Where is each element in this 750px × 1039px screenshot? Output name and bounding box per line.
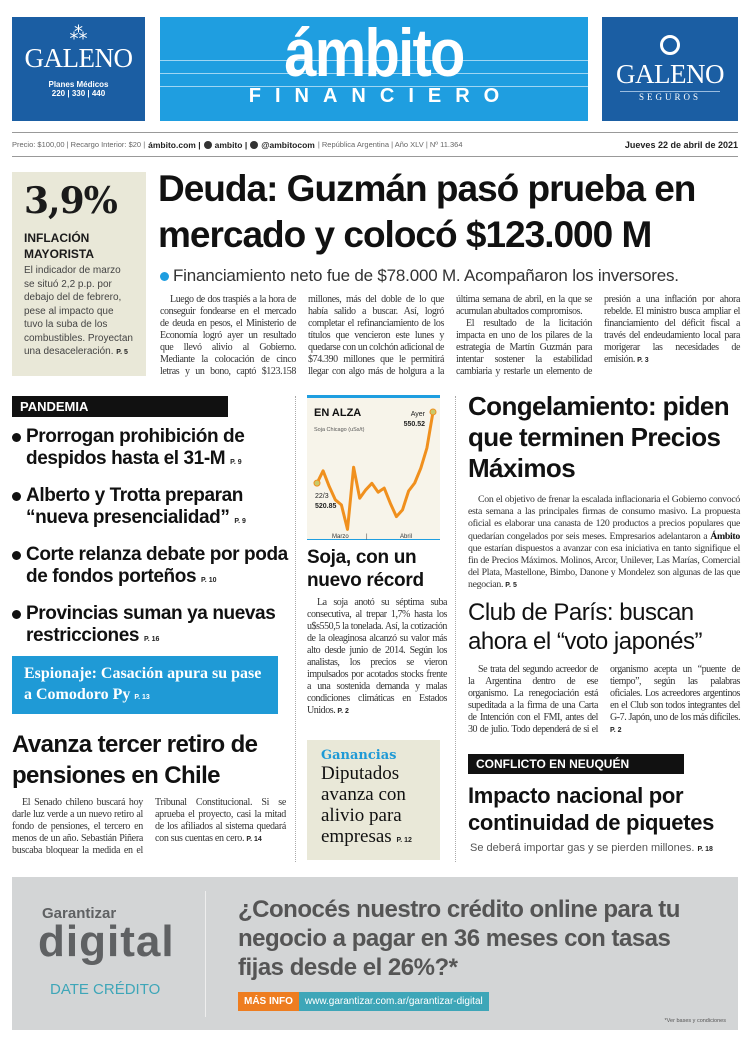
galeno-seguros-sub: SEGUROS [620, 91, 720, 102]
paris-body: Se trata del segundo acreedor de la Argentina dentro de ese organismo. La renegociación está supeditada a la firma de una Carta de Intención con el FMI, antes del 30 de julio. Todo dependerá de si el organismo acepta un “puente de tiempo”, según las palabras oficiales. Los acreedores argentinos en el Club son todos integrantes del G-7. Japón, uno de los más difíciles. P. 2 [468, 664, 740, 735]
chart-x-label: Marzo [332, 534, 349, 540]
ganancias-kicker: Ganancias [321, 748, 397, 763]
column-divider [295, 396, 296, 862]
meta-bar [12, 132, 738, 157]
facebook-icon [204, 141, 212, 149]
lead-headline[interactable]: Deuda: Guzmán pasó prueba en mercado y colocó $123.000 M [158, 168, 696, 255]
neuquen-label: CONFLICTO EN NEUQUÉN [468, 754, 684, 774]
chart-svg [307, 398, 440, 540]
pandemia-item[interactable]: Prorrogan prohibición de despidos hasta el 31-M P. 9 [12, 426, 292, 474]
paris-headline[interactable]: Club de París: buscan ahora el “voto japonés” [468, 599, 702, 655]
chart-end-label: Ayer [410, 411, 425, 418]
galeno-seguros-icon [660, 35, 680, 55]
column-divider [455, 396, 456, 862]
pandemia-list [12, 426, 292, 651]
chart-start-value: 520.85 [315, 503, 337, 510]
facebook-handle[interactable]: ambito | [214, 139, 248, 150]
instagram-handle[interactable]: @ambitocom [261, 139, 315, 150]
pandemia-item[interactable]: Alberto y Trotta preparan “nueva presencialidad” P. 9 [12, 485, 292, 533]
masthead-subtitle: FINANCIERO [248, 85, 514, 107]
ganancias-box[interactable] [307, 740, 440, 860]
chart-title: EN ALZA [314, 407, 362, 419]
inflation-title: INFLACIÓN MAYORISTA [24, 231, 95, 261]
ad-headline: ¿Conocés nuestro crédito online para tu negocio a pagar en 36 meses con tasas fijas desde el 26%?* [238, 896, 680, 981]
galeno-seguros-brand: GALENO [616, 59, 724, 89]
ganancias-headline: Diputados avanza con alivio para empresas P. 12 [321, 763, 412, 847]
chart-x-label: | [366, 534, 368, 540]
ad-tagline: DATE CRÉDITO [50, 981, 161, 998]
pandemia-item[interactable]: Provincias suman ya nuevas restricciones P. 16 [12, 603, 292, 651]
ad-fine-print: *Ver bases y condiciones [664, 1018, 726, 1024]
inflation-box[interactable] [12, 172, 146, 376]
chart-subtitle: Soja Chicago (uSs/t) [314, 427, 365, 433]
pandemia-item[interactable]: Corte relanza debate por poda de fondos porteños P. 10 [12, 544, 292, 592]
instagram-icon [250, 141, 258, 149]
lead-body: Luego de dos traspiés a la hora de conseguir fondearse en el mercado de deuda en pesos, el Ministerio de Economía logró ayer un resultado que llevó alivio al Gobierno. Mediante la colocación de cinco letras y un bono, captó $123.158 millones, más del doble de lo que había salido a buscar. Así, logró completar el refinanciamiento de los títulos que vencieron este lunes y quedarse con un colchón adicional de $74.390 millones que le permitirá llegar con algo más de holgura a la última semana de abril, en la que se acumulan abultados compromisos. El resultado de la licitación impacta en uno de los pilares de la estrategia de Martín Guzmán para intentar sostener la estabilidad cambiaria y restarle un elemento de presión a una inflación por ahora rebelde. El ministro busca ampliar el financiamiento del déficit fiscal a través del endeudamiento local para morigerar las necesidades de emisión. P. 3 [160, 294, 740, 377]
ad-brand-top: Garantizar [42, 905, 117, 922]
chart-end-value: 550.52 [403, 421, 425, 428]
edition-info: | República Argentina | Año XLV | Nº 11.364 [317, 140, 463, 149]
date: Jueves 22 de abril de 2021 [624, 139, 738, 150]
chart-endpoint [314, 480, 320, 486]
ad-divider [205, 891, 206, 1017]
ad-url-link[interactable]: www.garantizar.com.ar/garantizar-digital [299, 992, 489, 1011]
espionaje-box[interactable]: Espionaje: Casación apura su pase a Comodoro Py P. 13 [12, 656, 278, 714]
soja-body: La soja anotó su séptima suba consecutiva, al trepar 1,7% hasta los u$s550,5 la tonelada. Así, la cotización de la oleaginosa alcanzó su valor más alto desde junio de 2014. Según los analistas, los precios se vieron impulsados por acotados stocks frente a una sostenida demanda y malas condiciones climáticas en Estados Unidos. P. 2 [307, 597, 447, 716]
bullet-icon [160, 272, 169, 281]
galeno-ad-left[interactable] [12, 17, 145, 121]
neuquen-sub: Se deberá importar gas y se pierden millones. P. 18 [470, 842, 713, 854]
chart-start-label: 22/3 [315, 493, 329, 500]
lead-subhead: Financiamiento neto fue de $78.000 M. Acompañaron los inversores. [160, 266, 745, 286]
ad-brand-main: digital [38, 917, 175, 966]
masthead [160, 17, 588, 121]
inflation-value: 3,9% [24, 180, 117, 222]
neuquen-headline[interactable]: Impacto nacional por continuidad de piquetes [468, 783, 715, 835]
galeno-ad-right[interactable] [602, 17, 738, 121]
soja-headline[interactable]: Soja, con un nuevo récord [307, 547, 424, 591]
chart-endpoint [430, 409, 436, 415]
galeno-brand: GALENO [24, 43, 133, 73]
soja-chart [307, 395, 440, 540]
garantizar-ad[interactable] [12, 877, 738, 1030]
chile-headline[interactable]: Avanza tercer retiro de pensiones en Chile [12, 731, 258, 789]
chile-body: El Senado chileno buscará hoy darle luz verde a un nuevo retiro al fondo de pensiones, el tercero en menos de un año. Sebastián Piñera buscaba bloquear la medida en el Tribunal Constitucional. Si se aprueba el proyecto, casi la mitad de los afiliados al sistema quedará con sus cuentas en cero. P. 14 [12, 797, 286, 856]
masthead-title: ámbito [284, 17, 464, 91]
mas-info-button[interactable]: MÁS INFO [238, 992, 299, 1011]
congelamiento-body: Con el objetivo de frenar la escalada inflacionaria el Gobierno convocó esta semana a las principales firmas de consumo masivo. La propuesta oficial es elaborar una canasta de 120 productos a precios populares que quedarían congelados por seis meses. Empresarios adelantaron a Ámbito que estarían dispuestos a avanzar con esa iniciativa en tanto signifique el fin de Precios Máximos. Molinos, Arcor, Unilever, Las Marías, Comercial del Plata, Mastellone, Bimbo, Danone y Mondelez son algunas de las que negocian. P. 5 [468, 494, 740, 591]
ad-cta[interactable] [238, 992, 489, 1011]
congelamiento-headline[interactable]: Congelamiento: piden que terminen Precios Máximos [468, 391, 730, 483]
inflation-text: El indicador de marzo se situó 2,2 p.p. por debajo del de febrero, pese al impacto que tuvo la suba de los combustibles. Proyectan una desaceleración. P. 5 [24, 265, 133, 357]
price-info: Precio: $100,00 | Recargo Interior: $20 | [12, 140, 146, 149]
pandemia-label: PANDEMIA [12, 396, 228, 417]
galeno-logo-icon: ⁂ [69, 23, 88, 43]
site-link[interactable]: ámbito.com | [148, 139, 201, 150]
galeno-line1: Planes Médicos [48, 80, 109, 89]
chart-x-label: Abril [400, 534, 413, 540]
galeno-line2: 220 | 330 | 440 [51, 89, 106, 98]
